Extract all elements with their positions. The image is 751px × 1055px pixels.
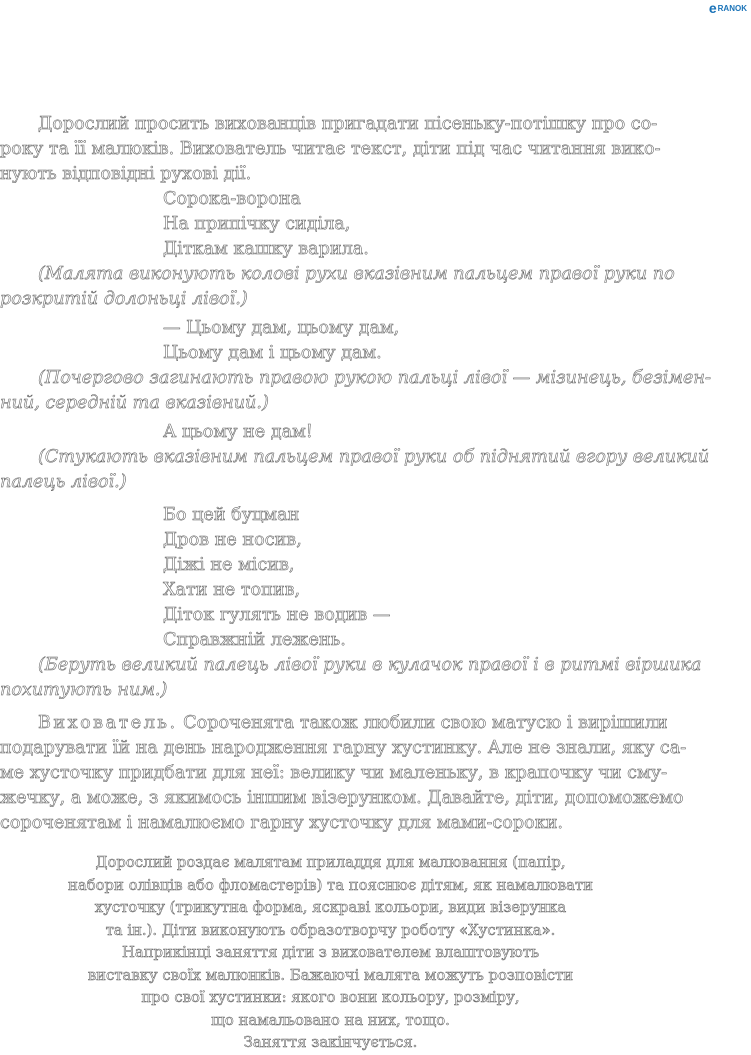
closing-line: про свої хустинки: якого вони кольору, розміру, — [141, 989, 520, 1006]
closing-line: виставку своїх малюнків. Бажаючі малята можуть розповісти — [87, 966, 574, 984]
note-line: (Почергово загинають правою рукою пальці лівої — мізинець, безімен- — [38, 368, 711, 388]
verse-line: — Цьому дам, цьому дам, — [163, 318, 400, 338]
note-line: (Стукають вказівним пальцем правої руки об піднятий вгору великий — [38, 447, 710, 467]
closing-line: хусточку (трикутна форма, яскраві кольори, види візерунка — [94, 899, 567, 916]
action-note-3 — [0, 445, 751, 495]
teacher-line: сороченятам і намалюємо гарну хусточку для мами-сороки. — [0, 813, 564, 833]
verse-line: Справжній лежень. — [163, 630, 346, 650]
logo-mark: e — [708, 0, 717, 16]
verse-line: Цьому дам і цьому дам. — [163, 343, 382, 363]
page-content — [0, 112, 751, 1055]
intro-line: року та її малюків. Вихователь читає текст, діти під час читання вико- — [0, 139, 661, 159]
intro-line: нують відповідні рухові дії. — [0, 164, 252, 184]
verse-stanza-2 — [0, 316, 751, 366]
verse-line: Сорока-ворона — [163, 189, 301, 209]
verse-line: Діток гулять не водив — — [163, 605, 391, 625]
closing-line: Дорослий роздає малятам приладдя для малювання (папір, — [95, 854, 566, 871]
closing-line: та ін.). Діти виконують образотворчу роботу «Хустинка». — [105, 921, 556, 939]
verse-line: Діткам кашку варила. — [163, 239, 369, 259]
note-line: розкритій долоньці лівої.) — [0, 289, 248, 309]
closing-line: набори олівців або фломастерів) та пояснює дітям, як намалювати — [68, 876, 593, 894]
closing-instructions — [0, 852, 661, 1055]
teacher-first-line — [0, 711, 668, 736]
teacher-line: Сороченята також любили свою матусю і вирішили — [177, 713, 668, 733]
intro-paragraph — [0, 112, 751, 187]
verse-line: Хати не топив, — [163, 580, 301, 600]
verse-line: Дров не носив, — [163, 530, 302, 550]
note-line: (Малята виконують колові рухи вказівним пальцем правої руки по — [38, 264, 675, 284]
action-note-2 — [0, 366, 751, 416]
verse-stanza-1 — [0, 187, 751, 262]
closing-line: що намальовано на них, тощо. — [211, 1011, 450, 1029]
verse-line: А цьому не дам! — [163, 422, 313, 442]
verse-stanza-4 — [0, 503, 751, 653]
teacher-paragraph — [0, 711, 751, 836]
publisher-logo — [709, 1, 747, 15]
verse-stanza-3 — [0, 420, 751, 445]
action-note-1 — [0, 262, 751, 312]
verse-line: На припічку сиділа, — [163, 214, 351, 234]
teacher-line: ме хусточку придбати для неї: велику чи маленьку, в крапочку чи сму- — [0, 763, 668, 783]
note-line: похитують ним.) — [0, 680, 168, 700]
verse-line: Бо цей буцман — [163, 505, 300, 525]
note-line: ний, середній та вказівний.) — [0, 393, 269, 413]
action-note-4 — [0, 653, 751, 703]
intro-line: Дорослий просить вихованців пригадати пісеньку-потішку про со- — [38, 114, 658, 134]
teacher-line: жечку, а може, з якимось іншим візерунком. Давайте, діти, допоможемо — [0, 788, 684, 808]
logo-text: RANOK — [717, 3, 747, 13]
verse-line: Діжі не місив, — [163, 555, 295, 575]
note-line: палець лівої.) — [0, 472, 127, 492]
speaker-label: Вихователь. — [38, 713, 178, 733]
note-line: (Беруть великий палець лівої руки в кулачок правої і в ритмі віршика — [38, 655, 702, 675]
closing-line: Заняття закінчується. — [243, 1034, 418, 1051]
teacher-line: подарувати їй на день народження гарну хустинку. Але не знали, яку са- — [0, 738, 687, 758]
closing-line: Наприкінці заняття діти з вихователем влаштовують — [121, 944, 540, 961]
